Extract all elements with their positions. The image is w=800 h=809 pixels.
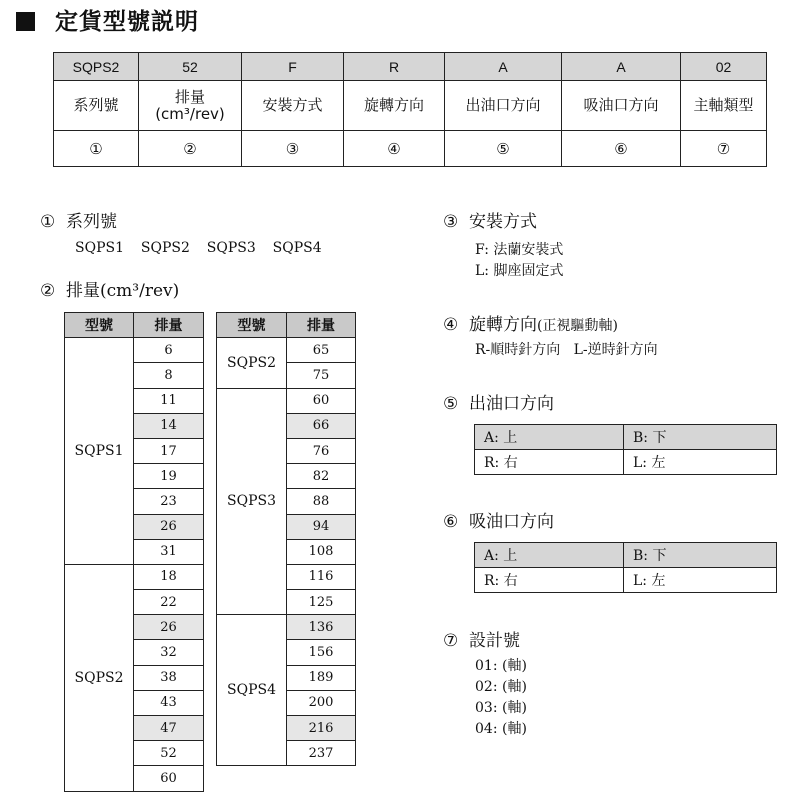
label-cell xyxy=(445,81,562,131)
label-line2: (cm³/rev) xyxy=(155,104,225,123)
section-series-title: 系列號 xyxy=(66,212,117,232)
outlet-cell-b: B: 下 xyxy=(624,425,777,450)
displacement-value: 8 xyxy=(134,363,204,388)
inlet-cell-r: R: 右 xyxy=(475,568,624,593)
section-rotation-note: (正視驅動軸) xyxy=(537,318,618,334)
model-cell: SQPS4 xyxy=(217,615,287,766)
section-inlet-title: 吸油口方向 xyxy=(469,512,554,532)
displacement-value: 136 xyxy=(287,615,356,640)
number-row xyxy=(54,131,767,167)
outlet-cell-a: A: 上 xyxy=(475,425,624,450)
header-displacement: 排量 xyxy=(134,313,204,338)
outlet-cell-r: R: 右 xyxy=(475,450,624,475)
label-line1: 系列號 xyxy=(73,96,119,114)
header-model: 型號 xyxy=(217,313,287,338)
displacement-value: 82 xyxy=(287,464,356,489)
displacement-value: 200 xyxy=(287,690,356,715)
section-displacement-heading: ② 排量(cm³/rev) xyxy=(40,281,180,301)
code-row xyxy=(54,53,767,81)
design-item-04: 04: (軸) xyxy=(475,721,527,737)
displacement-value: 108 xyxy=(287,539,356,564)
displacement-value: 17 xyxy=(134,438,204,463)
displacement-value: 52 xyxy=(134,741,204,766)
code-cell: F xyxy=(242,53,344,81)
design-item-02: 02: (軸) xyxy=(475,679,527,695)
series-list: SQPS1 SQPS2 SQPS3 SQPS4 xyxy=(75,240,322,256)
label-cell xyxy=(681,81,767,131)
model-cell: SQPS2 xyxy=(217,338,287,388)
title-square-icon xyxy=(16,12,35,31)
displacement-value: 60 xyxy=(287,388,356,413)
order-code-table xyxy=(53,52,767,167)
label-line1: 旋轉方向 xyxy=(363,96,424,114)
number-cell: ⑦ xyxy=(681,131,767,167)
section-mounting-title: 安裝方式 xyxy=(469,212,537,232)
displacement-value: 19 xyxy=(134,464,204,489)
displacement-value: 26 xyxy=(134,514,204,539)
outlet-direction-table xyxy=(474,424,777,475)
displacement-value: 14 xyxy=(134,413,204,438)
code-cell: SQPS2 xyxy=(54,53,139,81)
page-title: 定貨型號説明 xyxy=(55,9,199,35)
displacement-table-right xyxy=(216,312,356,766)
displacement-value: 88 xyxy=(287,489,356,514)
number-cell: ② xyxy=(139,131,242,167)
rotation-detail: R-順時針方向 L-逆時針方向 xyxy=(475,342,658,358)
displacement-value: 65 xyxy=(287,338,356,363)
number-cell: ④ xyxy=(344,131,445,167)
number-cell: ⑥ xyxy=(562,131,681,167)
label-line1: 安裝方式 xyxy=(262,96,323,114)
displacement-value: 22 xyxy=(134,590,204,615)
design-item-03: 03: (軸) xyxy=(475,700,527,716)
outlet-cell-l: L: 左 xyxy=(624,450,777,475)
label-cell xyxy=(562,81,681,131)
label-line1: 排量 xyxy=(174,87,205,106)
code-cell: A xyxy=(445,53,562,81)
code-cell: R xyxy=(344,53,445,81)
displacement-value: 6 xyxy=(134,338,204,363)
label-line1: 主軸類型 xyxy=(693,96,754,114)
displacement-value: 237 xyxy=(287,741,356,766)
displacement-row xyxy=(65,338,204,363)
number-cell: ① xyxy=(54,131,139,167)
inlet-cell-b: B: 下 xyxy=(624,543,777,568)
header-displacement: 排量 xyxy=(287,313,356,338)
code-cell: 02 xyxy=(681,53,767,81)
displacement-value: 31 xyxy=(134,539,204,564)
displacement-row xyxy=(217,388,356,413)
model-cell: SQPS2 xyxy=(65,564,134,791)
section-outlet-title: 出油口方向 xyxy=(469,394,554,414)
displacement-value: 18 xyxy=(134,564,204,589)
displacement-value: 32 xyxy=(134,640,204,665)
model-cell: SQPS1 xyxy=(65,338,134,565)
displacement-value: 26 xyxy=(134,615,204,640)
inlet-cell-l: L: 左 xyxy=(624,568,777,593)
displacement-value: 66 xyxy=(287,413,356,438)
displacement-value: 189 xyxy=(287,665,356,690)
displacement-value: 76 xyxy=(287,438,356,463)
number-cell: ⑤ xyxy=(445,131,562,167)
displacement-value: 47 xyxy=(134,716,204,741)
displacement-value: 216 xyxy=(287,716,356,741)
section-outlet-heading: ⑤ 出油口方向 xyxy=(443,394,554,414)
number-cell: ③ xyxy=(242,131,344,167)
mounting-option-l: L: 脚座固定式 xyxy=(475,263,564,279)
label-cell xyxy=(139,81,242,131)
displacement-value: 23 xyxy=(134,489,204,514)
displacement-row xyxy=(65,564,204,589)
displacement-header-row xyxy=(65,313,204,338)
section-design-title: 設計號 xyxy=(469,631,520,651)
section-series-heading: ① 系列號 xyxy=(40,212,117,232)
model-cell: SQPS3 xyxy=(217,388,287,615)
header-model: 型號 xyxy=(65,313,134,338)
section-mounting-heading: ③ 安裝方式 xyxy=(443,212,537,232)
displacement-value: 125 xyxy=(287,590,356,615)
section-inlet-heading: ⑥ 吸油口方向 xyxy=(443,512,554,532)
displacement-row xyxy=(217,615,356,640)
label-cell xyxy=(54,81,139,131)
section-displacement-title: 排量(cm³/rev) xyxy=(66,281,180,301)
displacement-value: 94 xyxy=(287,514,356,539)
displacement-header-row xyxy=(217,313,356,338)
code-cell: A xyxy=(562,53,681,81)
mounting-option-f: F: 法蘭安裝式 xyxy=(475,242,564,258)
displacement-value: 156 xyxy=(287,640,356,665)
displacement-table-left xyxy=(64,312,204,792)
displacement-value: 75 xyxy=(287,363,356,388)
displacement-row xyxy=(217,338,356,363)
code-cell: 52 xyxy=(139,53,242,81)
displacement-value: 116 xyxy=(287,564,356,589)
section-rotation-heading: ④ 旋轉方向(正視驅動軸) xyxy=(443,315,618,335)
label-line1: 吸油口方向 xyxy=(583,96,659,114)
displacement-value: 43 xyxy=(134,690,204,715)
displacement-value: 60 xyxy=(134,766,204,791)
section-rotation-title: 旋轉方向 xyxy=(469,315,537,335)
inlet-cell-a: A: 上 xyxy=(475,543,624,568)
inlet-direction-table xyxy=(474,542,777,593)
section-design-heading: ⑦ 設計號 xyxy=(443,631,520,651)
label-cell xyxy=(344,81,445,131)
label-row xyxy=(54,81,767,131)
displacement-value: 11 xyxy=(134,388,204,413)
label-line1: 出油口方向 xyxy=(465,96,541,114)
label-cell xyxy=(242,81,344,131)
design-item-01: 01: (軸) xyxy=(475,658,527,674)
displacement-value: 38 xyxy=(134,665,204,690)
